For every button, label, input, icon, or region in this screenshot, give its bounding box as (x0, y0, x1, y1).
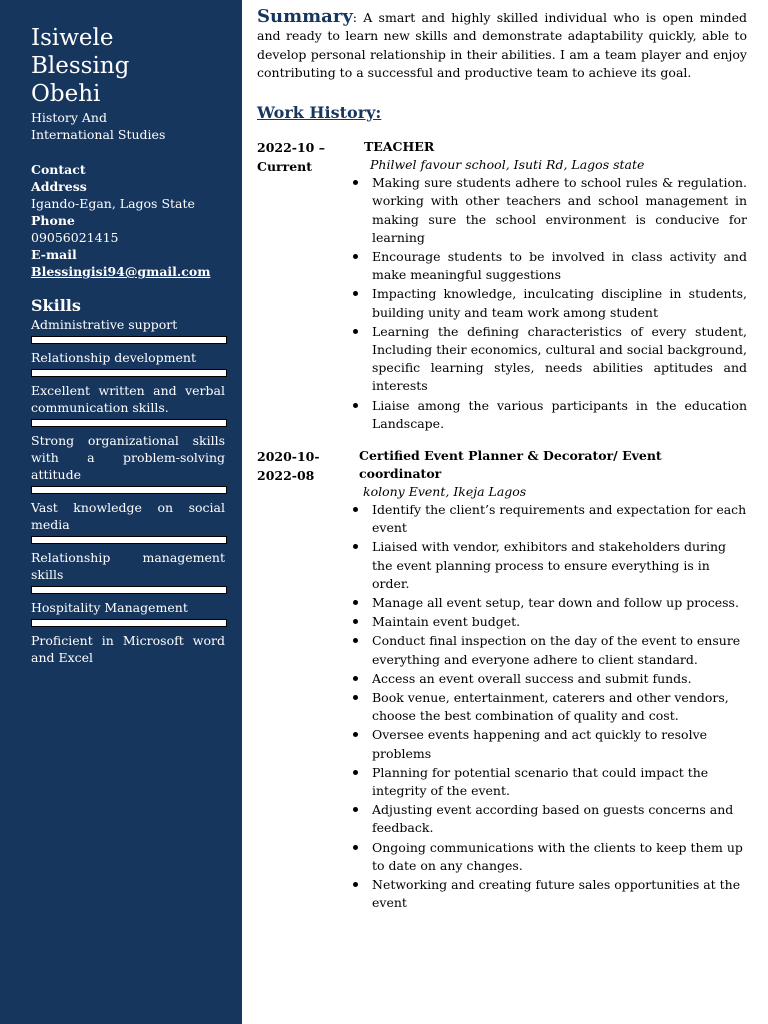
contact-section (31, 161, 225, 280)
skill-item: Relationship development (31, 350, 197, 365)
skill-item: Vast knowledge on social media (31, 500, 225, 532)
main-content (257, 8, 747, 914)
skills-list (31, 316, 225, 666)
job-dates (257, 447, 347, 485)
candidate-field (31, 109, 225, 143)
list-item: Book venue, entertainment, caterers and other vendors, choose the best combination of quality and cost. (257, 689, 747, 725)
job-duties (257, 174, 747, 433)
job-dates (257, 138, 347, 176)
name-line: Obehi (31, 81, 101, 107)
skill-item: Excellent written and verbal communication skills. (31, 383, 225, 415)
contact-heading: Contact (31, 162, 86, 177)
skills-heading: Skills (31, 296, 81, 315)
email-link[interactable]: Blessingisi94@gmail.com (31, 264, 211, 279)
list-item: Oversee events happening and act quickly to resolve problems (257, 726, 747, 762)
skill-level-bar (31, 419, 227, 427)
candidate-name (31, 24, 225, 108)
skill-level-bar (31, 586, 227, 594)
skill-item: Relationship management skills (31, 550, 225, 582)
subtitle-line: International Studies (31, 127, 166, 142)
name-line: Blessing (31, 53, 130, 79)
skill-level-bar (31, 619, 227, 627)
skill-level-bar (31, 369, 227, 377)
job-company: Philwel favour school, Isuti Rd, Lagos state (370, 157, 645, 173)
sidebar-content (31, 24, 225, 666)
phone-label: Phone (31, 213, 75, 228)
list-item: Conduct final inspection on the day of the event to ensure everything and everyone adhere to client standard. (257, 632, 747, 668)
phone-value: 09056021415 (31, 230, 119, 245)
job-date-line: 2020-10- (257, 449, 320, 465)
name-line: Isiwele (31, 25, 114, 51)
list-item: Liaised with vendor, exhibitors and stakeholders during the event planning process to ensure everything is in order. (257, 538, 747, 593)
list-item: Impacting knowledge, inculcating discipline in students, building unity and team work among student (257, 285, 747, 321)
skill-level-bar (31, 336, 227, 344)
list-item: Access an event overall success and submit funds. (257, 670, 747, 688)
job-date-line: 2022-10 – (257, 140, 325, 156)
list-item: Learning the defining characteristics of every student, Including their economics, cultural and social background, specific learning styles, needs abilities aptitudes and interests (257, 323, 747, 396)
address-value: Igando-Egan, Lagos State (31, 196, 195, 211)
job-title: Certified Event Planner & Decorator/ Event coordinator (359, 448, 662, 482)
skill-item: Hospitality Management (31, 600, 188, 615)
address-label: Address (31, 179, 87, 194)
skill-item: Proficient in Microsoft word and Excel (31, 633, 225, 665)
list-item: Manage all event setup, tear down and follow up process. (257, 594, 747, 612)
job-date-line: Current (257, 159, 313, 175)
job-title: TEACHER (364, 139, 435, 155)
list-item: Networking and creating future sales opportunities at the event (257, 876, 747, 912)
list-item: Identify the client’s requirements and expectation for each event (257, 501, 747, 537)
summary-section (257, 8, 747, 82)
job-company: kolony Event, Ikeja Lagos (363, 484, 527, 500)
list-item: Planning for potential scenario that could impact the integrity of the event. (257, 764, 747, 800)
skill-level-bar (31, 536, 227, 544)
list-item: Maintain event budget. (257, 613, 747, 631)
skill-item: Strong organizational skills with a problem-solving attitude (31, 433, 225, 482)
job-entry (257, 447, 747, 912)
list-item: Ongoing communications with the clients to keep them up to date on any changes. (257, 839, 747, 875)
list-item: Adjusting event according based on guests concerns and feedback. (257, 801, 747, 837)
skill-item: Administrative support (31, 317, 178, 332)
work-history-title: Work History: (257, 103, 382, 123)
summary-title: Summary (257, 6, 353, 27)
list-item: Encourage students to be involved in class activity and make meaningful suggestions (257, 248, 747, 284)
email-label: E-mail (31, 247, 77, 262)
sidebar (0, 0, 242, 1024)
job-duties (257, 501, 747, 912)
subtitle-line: History And (31, 110, 107, 125)
skill-level-bar (31, 486, 227, 494)
list-item: Liaise among the various participants in the education Landscape. (257, 397, 747, 433)
summary-text: : A smart and highly skilled individual who is open minded and ready to learn new skills and demonstrate adaptability quickly, able to develop personal relationship in their abilities. I am a team player and enjoy contributing to a successful and productive team to achieve its goal. (257, 10, 747, 80)
list-item: Making sure students adhere to school rules & regulation. working with other teachers and school management in making sure the school environment is conducive for learning (257, 174, 747, 247)
job-date-line: 2022-08 (257, 468, 315, 484)
job-entry (257, 138, 747, 433)
